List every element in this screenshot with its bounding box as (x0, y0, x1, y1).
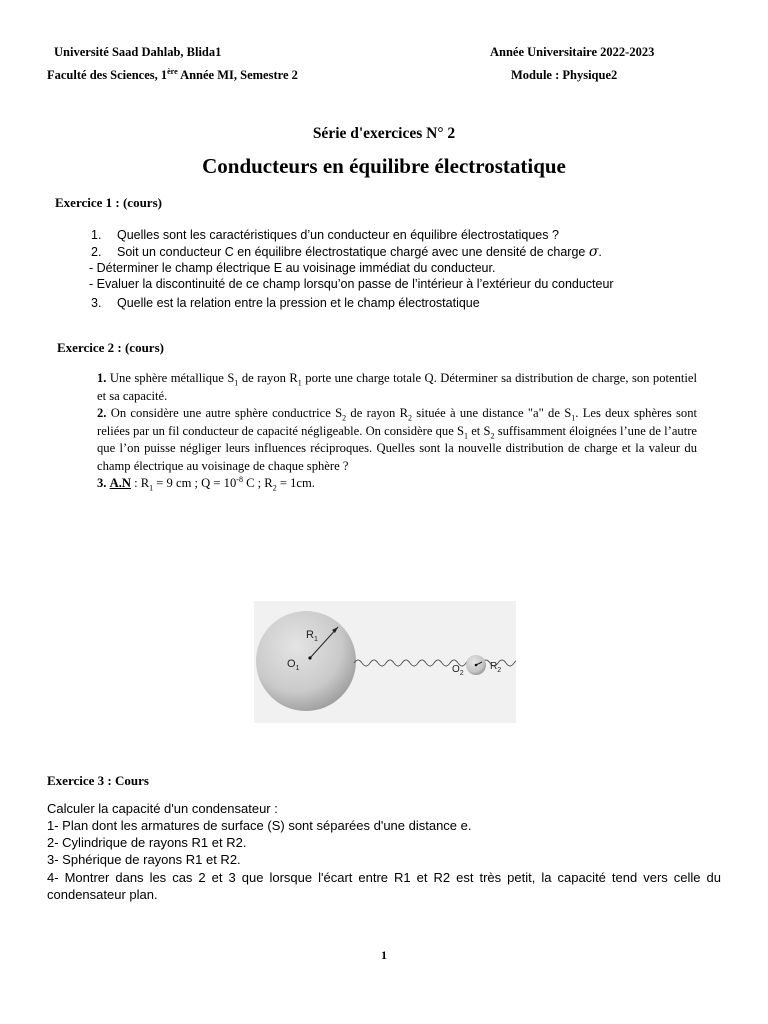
faculty-suffix: Année MI, Semestre 2 (177, 68, 298, 82)
q1-text: Quelles sont les caractéristiques d’un conducteur en équilibre électrostatiques ? (117, 228, 559, 242)
label-o2: $O_2$ (452, 664, 464, 677)
exercise1-question-3 (91, 296, 480, 310)
part3-text-c: C ; R (242, 476, 273, 490)
q1-number: 1. (91, 228, 102, 242)
faculty-sup: ère (167, 66, 178, 76)
label-r1: $R_1$ (306, 629, 318, 643)
exercise2-part-1 (97, 370, 697, 405)
exercise1-heading: Exercice 1 : (cours) (55, 195, 162, 210)
part2-text-d: . Les deux sphères sont reliées par un fil conducteur de capacité négligeable. On considère que S (97, 406, 698, 438)
exercise3-item-3: 3- Sphérique de rayons R1 et R2. (47, 852, 241, 867)
sigma-symbol: σ (588, 244, 599, 260)
series-title: Série d'exercices N° 2 (312, 125, 456, 142)
part2-text-a: On considère une autre sphère conductrice S (106, 406, 343, 420)
part3-text-b: = 9 cm ; Q = 10 (153, 476, 237, 490)
university-name: Université Saad Dahlab, Blida1 (54, 45, 222, 59)
part2-text-e: et S (468, 423, 491, 438)
exercise3-heading: Exercice 3 : Cours (47, 773, 149, 788)
page-number: 1 (381, 948, 387, 962)
q3-text: Quelle est la relation entre la pression et le champ électrostatique (117, 296, 480, 310)
faculty-line (47, 68, 298, 83)
part3-number: 3. (97, 476, 107, 490)
exercise2-body (97, 370, 697, 493)
exercise2-heading: Exercice 2 : (cours) (57, 340, 164, 355)
part2-sub-b: 2 (408, 413, 412, 423)
part3-sub-a: 1 (149, 483, 154, 493)
part2-text-b: de rayon R (346, 406, 408, 420)
part1-number: 1. (97, 371, 107, 385)
exercise3-item-2: 2- Cylindrique de rayons R1 et R2. (47, 835, 247, 850)
q2-end: . (598, 245, 602, 259)
faculty-prefix: Faculté des Sciences, 1 (47, 68, 168, 82)
exercise3-item-4: 4- Montrer dans les cas 2 et 3 que lorsque l'écart entre R1 et R2 est très petit, la capacité tend vers celle du condensateur plan. (47, 870, 721, 902)
part1-sub-a: 1 (234, 378, 239, 388)
center-o2-dot (475, 664, 478, 667)
part2-sub-e: 2 (490, 431, 495, 441)
part1-text-a: Une sphère métallique S (106, 371, 235, 385)
exercise2-part-3 (97, 475, 697, 493)
part3-text-a: : R (130, 476, 150, 490)
part1-sub-b: 1 (297, 378, 302, 388)
part2-text-c: située à une distance "a" de S (412, 406, 572, 420)
part1-text-b: de rayon R (238, 371, 298, 385)
label-r2: $R_2$ (490, 661, 502, 674)
part3-sup-a: -8 (236, 474, 243, 484)
academic-year: Année Universitaire 2022-2023 (490, 45, 655, 59)
exercise1-question-1 (91, 228, 559, 242)
spheres-figure (254, 601, 516, 723)
exercise3-intro: Calculer la capacité d'un condensateur : (47, 801, 278, 816)
exercise1-sub-1: - Déterminer le champ électrique E au voisinage immédiat du conducteur. (89, 261, 496, 275)
part2-sub-d: 1 (464, 431, 468, 441)
part2-sub-a: 2 (342, 413, 347, 423)
sphere-s1 (256, 611, 356, 711)
spheres-diagram (254, 601, 516, 723)
q2-number: 2. (91, 245, 102, 259)
part2-text-f: suffisamment éloignées l’une de l’autre que l’on puisse négliger leurs influences réciproques. Quelles sont la nouvelle distribution de charge et la valeur du champ électrique au voisinage de chaque sphère ? (97, 423, 697, 473)
exercise2-part-2 (97, 405, 697, 475)
exercise3-item-1: 1- Plan dont les armatures de surface (S) sont séparées d'une distance e. (47, 818, 472, 833)
part3-an-label: A.N (109, 476, 131, 490)
q3-number: 3. (91, 296, 102, 310)
exercise1-question-2 (91, 244, 602, 260)
main-title: Conducteurs en équilibre électrostatique (202, 154, 566, 178)
module-name: Module : Physique2 (511, 68, 618, 82)
part3-text-d: = 1cm. (276, 476, 315, 490)
label-o1: $O_1$ (287, 658, 300, 672)
part3-sub-b: 2 (272, 483, 277, 493)
center-o1-dot (308, 656, 311, 659)
part1-text-c: porte une charge totale Q. Déterminer sa distribution de charge, son potentiel et sa capacité. (97, 371, 698, 403)
exercise1-sub-2: - Evaluer la discontinuité de ce champ lorsqu’on passe de l’intérieur à l’extérieur du conducteur (89, 277, 614, 291)
part2-number: 2. (97, 406, 107, 420)
q2-text: Soit un conducteur C en équilibre électrostatique chargé avec une densité de charge (117, 245, 586, 259)
part2-sub-c: 1 (571, 413, 576, 423)
